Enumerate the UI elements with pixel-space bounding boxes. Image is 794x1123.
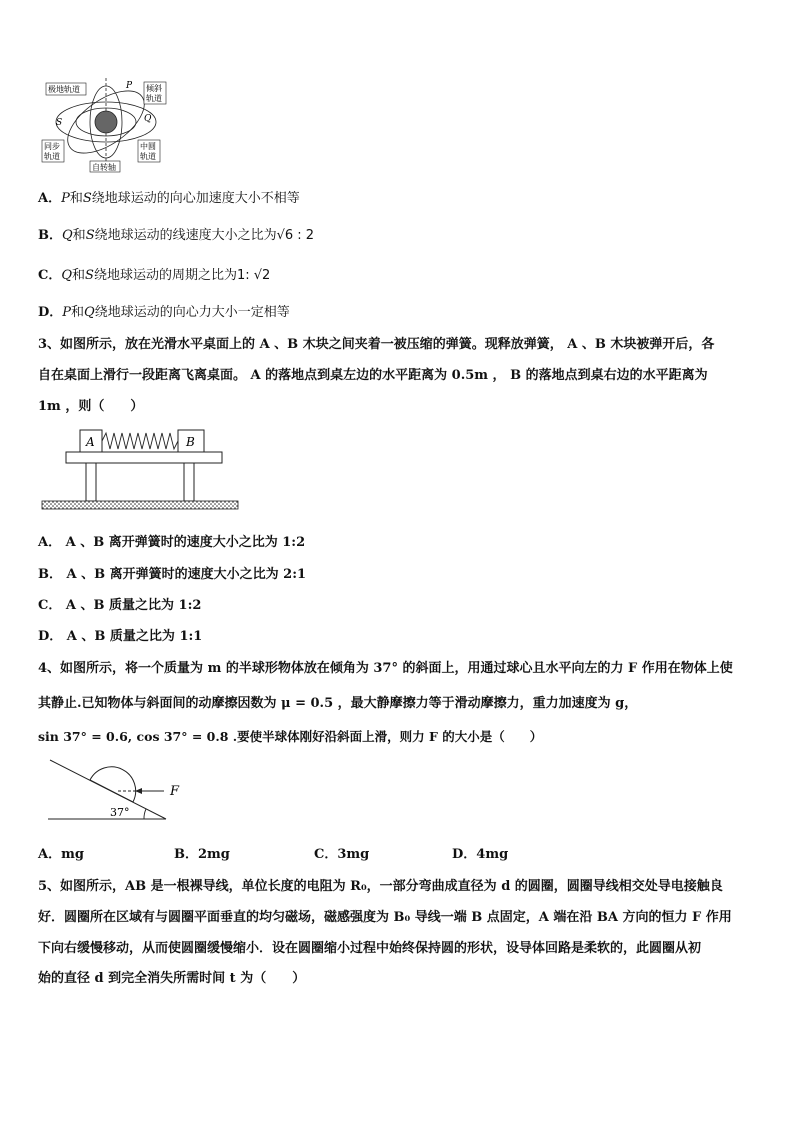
axis-label: 自转轴 bbox=[92, 163, 116, 172]
inclined-label-1: 倾斜 bbox=[146, 84, 162, 93]
point-s-label: S bbox=[56, 118, 63, 128]
q4-text-line-1: 4、如图所示，将一个质量为 m 的半球形物体放在倾角为 37° 的斜面上，用通过球心且水平向左的力 F 作用在物体上使 bbox=[38, 661, 733, 676]
q5-text-line-2: 好．圆圈所在区域有与圆圈平面垂直的均匀磁场，磁感强度为 B₀ 导线一端 B 点固定，A 端在沿 BA 方向的恒力 F 作用 bbox=[38, 910, 732, 925]
q2-c-ratio: 1: √2 bbox=[236, 268, 271, 283]
q4-option-c: C．3mg bbox=[314, 847, 370, 862]
q5-text-line-1: 5、如图所示，AB 是一根裸导线，单位长度的电阻为 R₀，一部分弯曲成直径为 d 的圆圈，圆圈导线相交处导电接触良 bbox=[38, 879, 723, 894]
q3-text-line-3: 1m ，则（ ） bbox=[38, 399, 144, 414]
table-leg-left bbox=[86, 463, 96, 501]
q3-text-line-1: 3、如图所示，放在光滑水平桌面上的 A 、B 木块之间夹着一被压缩的弹簧。现释放弹簧， A 、B 木块被弹开后，各 bbox=[38, 337, 715, 352]
spring bbox=[102, 433, 178, 449]
medium-label-1: 中圆 bbox=[140, 142, 156, 151]
q3-option-b: B． A 、B 离开弹簧时的速度大小之比为 2:1 bbox=[38, 567, 307, 582]
incline-diagram bbox=[40, 755, 200, 825]
q5-text-line-4: 始的直径 d 到完全消失所需时间 t 为（ ） bbox=[38, 971, 306, 986]
polar-label: 极地轨道 bbox=[48, 85, 80, 94]
q4-options-row bbox=[38, 843, 598, 861]
ground bbox=[42, 501, 238, 509]
table-top bbox=[66, 452, 222, 463]
spring-table-diagram bbox=[40, 425, 240, 515]
q4-option-d: D．4mg bbox=[452, 847, 509, 862]
q3-option-d: D． A 、B 质量之比为 1:1 bbox=[38, 629, 203, 644]
q2-option-a: A．P和S绕地球运动的向心加速度大小不相等 bbox=[38, 191, 300, 206]
q2-option-d: D．P和Q绕地球运动的向心力大小一定相等 bbox=[38, 305, 290, 320]
angle-label: 37° bbox=[110, 806, 130, 819]
point-q-label: Q bbox=[144, 114, 152, 124]
earth bbox=[95, 111, 117, 133]
table-leg-right bbox=[184, 463, 194, 501]
sync-label-1: 同步 bbox=[44, 142, 60, 151]
angle-arc bbox=[144, 809, 146, 819]
q4-text-line-2: 其静止.已知物体与斜面间的动摩擦因数为 μ = 0.5 ，最大静摩擦力等于滑动摩擦力，重力加速度为 g， bbox=[38, 696, 638, 711]
q3-option-a: A． A 、B 离开弹簧时的速度大小之比为 1:2 bbox=[38, 535, 306, 550]
spring-table-figure bbox=[40, 425, 240, 515]
q2-option-c: C．Q和S绕地球运动的周期之比为1: √2 bbox=[38, 268, 271, 283]
block-b-label: B bbox=[186, 435, 195, 449]
orbit-figure bbox=[40, 78, 170, 174]
q3-option-c: C． A 、B 质量之比为 1:2 bbox=[38, 598, 202, 613]
force-label: F bbox=[170, 784, 180, 799]
orbit-diagram bbox=[40, 78, 170, 174]
q2-option-b: B．Q和S绕地球运动的线速度大小之比为√6 : 2 bbox=[38, 228, 315, 243]
incline-figure bbox=[40, 755, 200, 825]
q3-text-line-2: 自在桌面上滑行一段距离飞离桌面。 A 的落地点到桌左边的水平距离为 0.5m ， B 的落地点到桌右边的水平距离为 bbox=[38, 368, 708, 383]
q4-option-b: B．2mg bbox=[174, 847, 230, 862]
point-p-label: P bbox=[126, 81, 133, 91]
inclined-label-2: 轨道 bbox=[146, 94, 162, 103]
q4-text-line-3: sin 37° = 0.6, cos 37° = 0.8 .要使半球体刚好沿斜面上滑，则力 F 的大小是（ ） bbox=[38, 729, 543, 744]
q4-option-a: A．mg bbox=[38, 847, 84, 862]
block-a-label: A bbox=[86, 435, 95, 449]
medium-label-2: 轨道 bbox=[140, 152, 156, 161]
q5-text-line-3: 下向右缓慢移动，从而使圆圈缓慢缩小．设在圆圈缩小过程中始终保持圆的形状，设导体回路是柔软的，此圆圈从初 bbox=[38, 941, 702, 956]
q2-b-ratio: √6 : 2 bbox=[276, 228, 315, 243]
sync-label-2: 轨道 bbox=[44, 152, 60, 161]
hemisphere bbox=[90, 767, 136, 802]
